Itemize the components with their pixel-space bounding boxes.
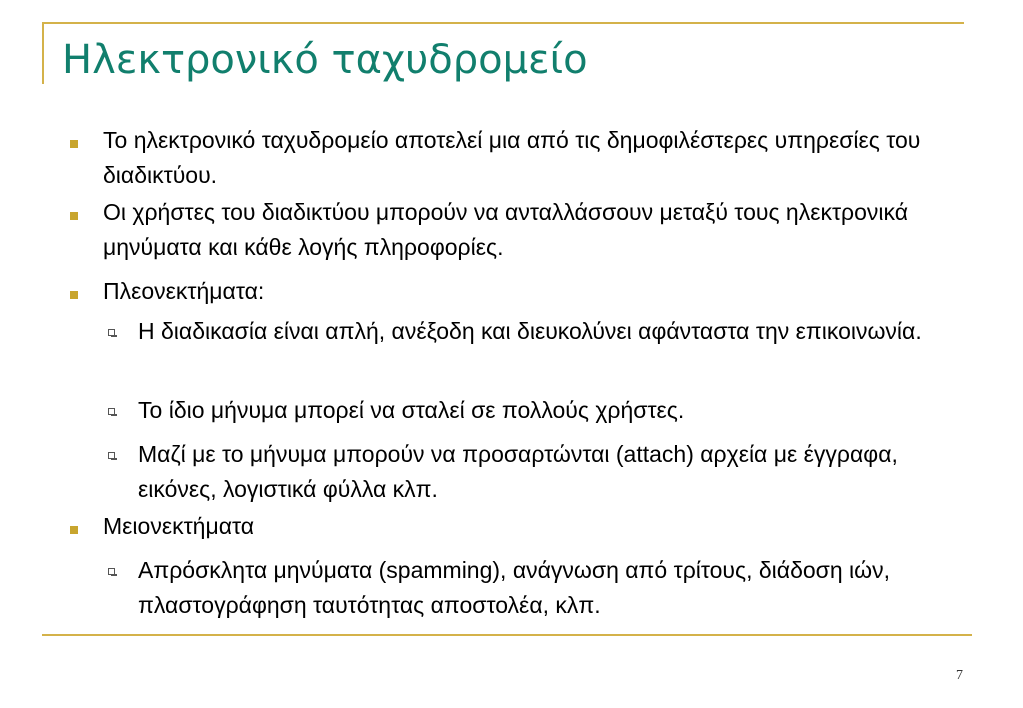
- hollow-square-bullet-icon: [108, 568, 115, 575]
- hollow-square-bullet-icon: [108, 408, 115, 415]
- slide-title: Ηλεκτρονικό ταχυδρομείο: [62, 37, 588, 83]
- bullet-item: [103, 509, 983, 544]
- hollow-square-bullet-icon: [108, 452, 115, 459]
- sub-bullet-item: [138, 393, 983, 428]
- bullet-text: Πλεονεκτήματα:: [103, 278, 265, 304]
- square-bullet-icon: [70, 526, 78, 534]
- page-number: 7: [956, 668, 963, 683]
- sub-bullet-item: [138, 314, 968, 349]
- footer-rule: [42, 634, 972, 636]
- hollow-square-bullet-icon: [108, 329, 115, 336]
- bullet-text: Οι χρήστες του διαδικτύου μπορούν να ανταλλάσσουν μεταξύ τους ηλεκτρονικά μηνύματα και κάθε λογής πληροφορίες.: [103, 199, 909, 260]
- bullet-text: Μειονεκτήματα: [103, 513, 255, 539]
- bullet-item: [103, 195, 963, 265]
- square-bullet-icon: [70, 140, 78, 148]
- bullet-item: [103, 274, 983, 309]
- square-bullet-icon: [70, 291, 78, 299]
- sub-bullet-text: Η διαδικασία είναι απλή, ανέξοδη και διευκολύνει αφάνταστα την επικοινωνία.: [138, 318, 922, 344]
- square-bullet-icon: [70, 212, 78, 220]
- sub-bullet-text: Το ίδιο μήνυμα μπορεί να σταλεί σε πολλούς χρήστες.: [138, 397, 685, 423]
- bullet-item: [103, 123, 963, 193]
- sub-bullet-item: [138, 437, 938, 507]
- sub-bullet-text: Απρόσκλητα μηνύματα (spamming), ανάγνωση από τρίτους, διάδοση ιών, πλαστογράφηση ταυτότητας αποστολέα, κλπ.: [138, 557, 891, 618]
- sub-bullet-item: [138, 553, 928, 623]
- bullet-text: Το ηλεκτρονικό ταχυδρομείο αποτελεί μια από τις δημοφιλέστερες υπηρεσίες του διαδικτύου.: [103, 127, 921, 188]
- sub-bullet-text: Μαζί με το μήνυμα μπορούν να προσαρτώνται (attach) αρχεία με έγγραφα, εικόνες, λογιστικά φύλλα κλπ.: [138, 441, 898, 502]
